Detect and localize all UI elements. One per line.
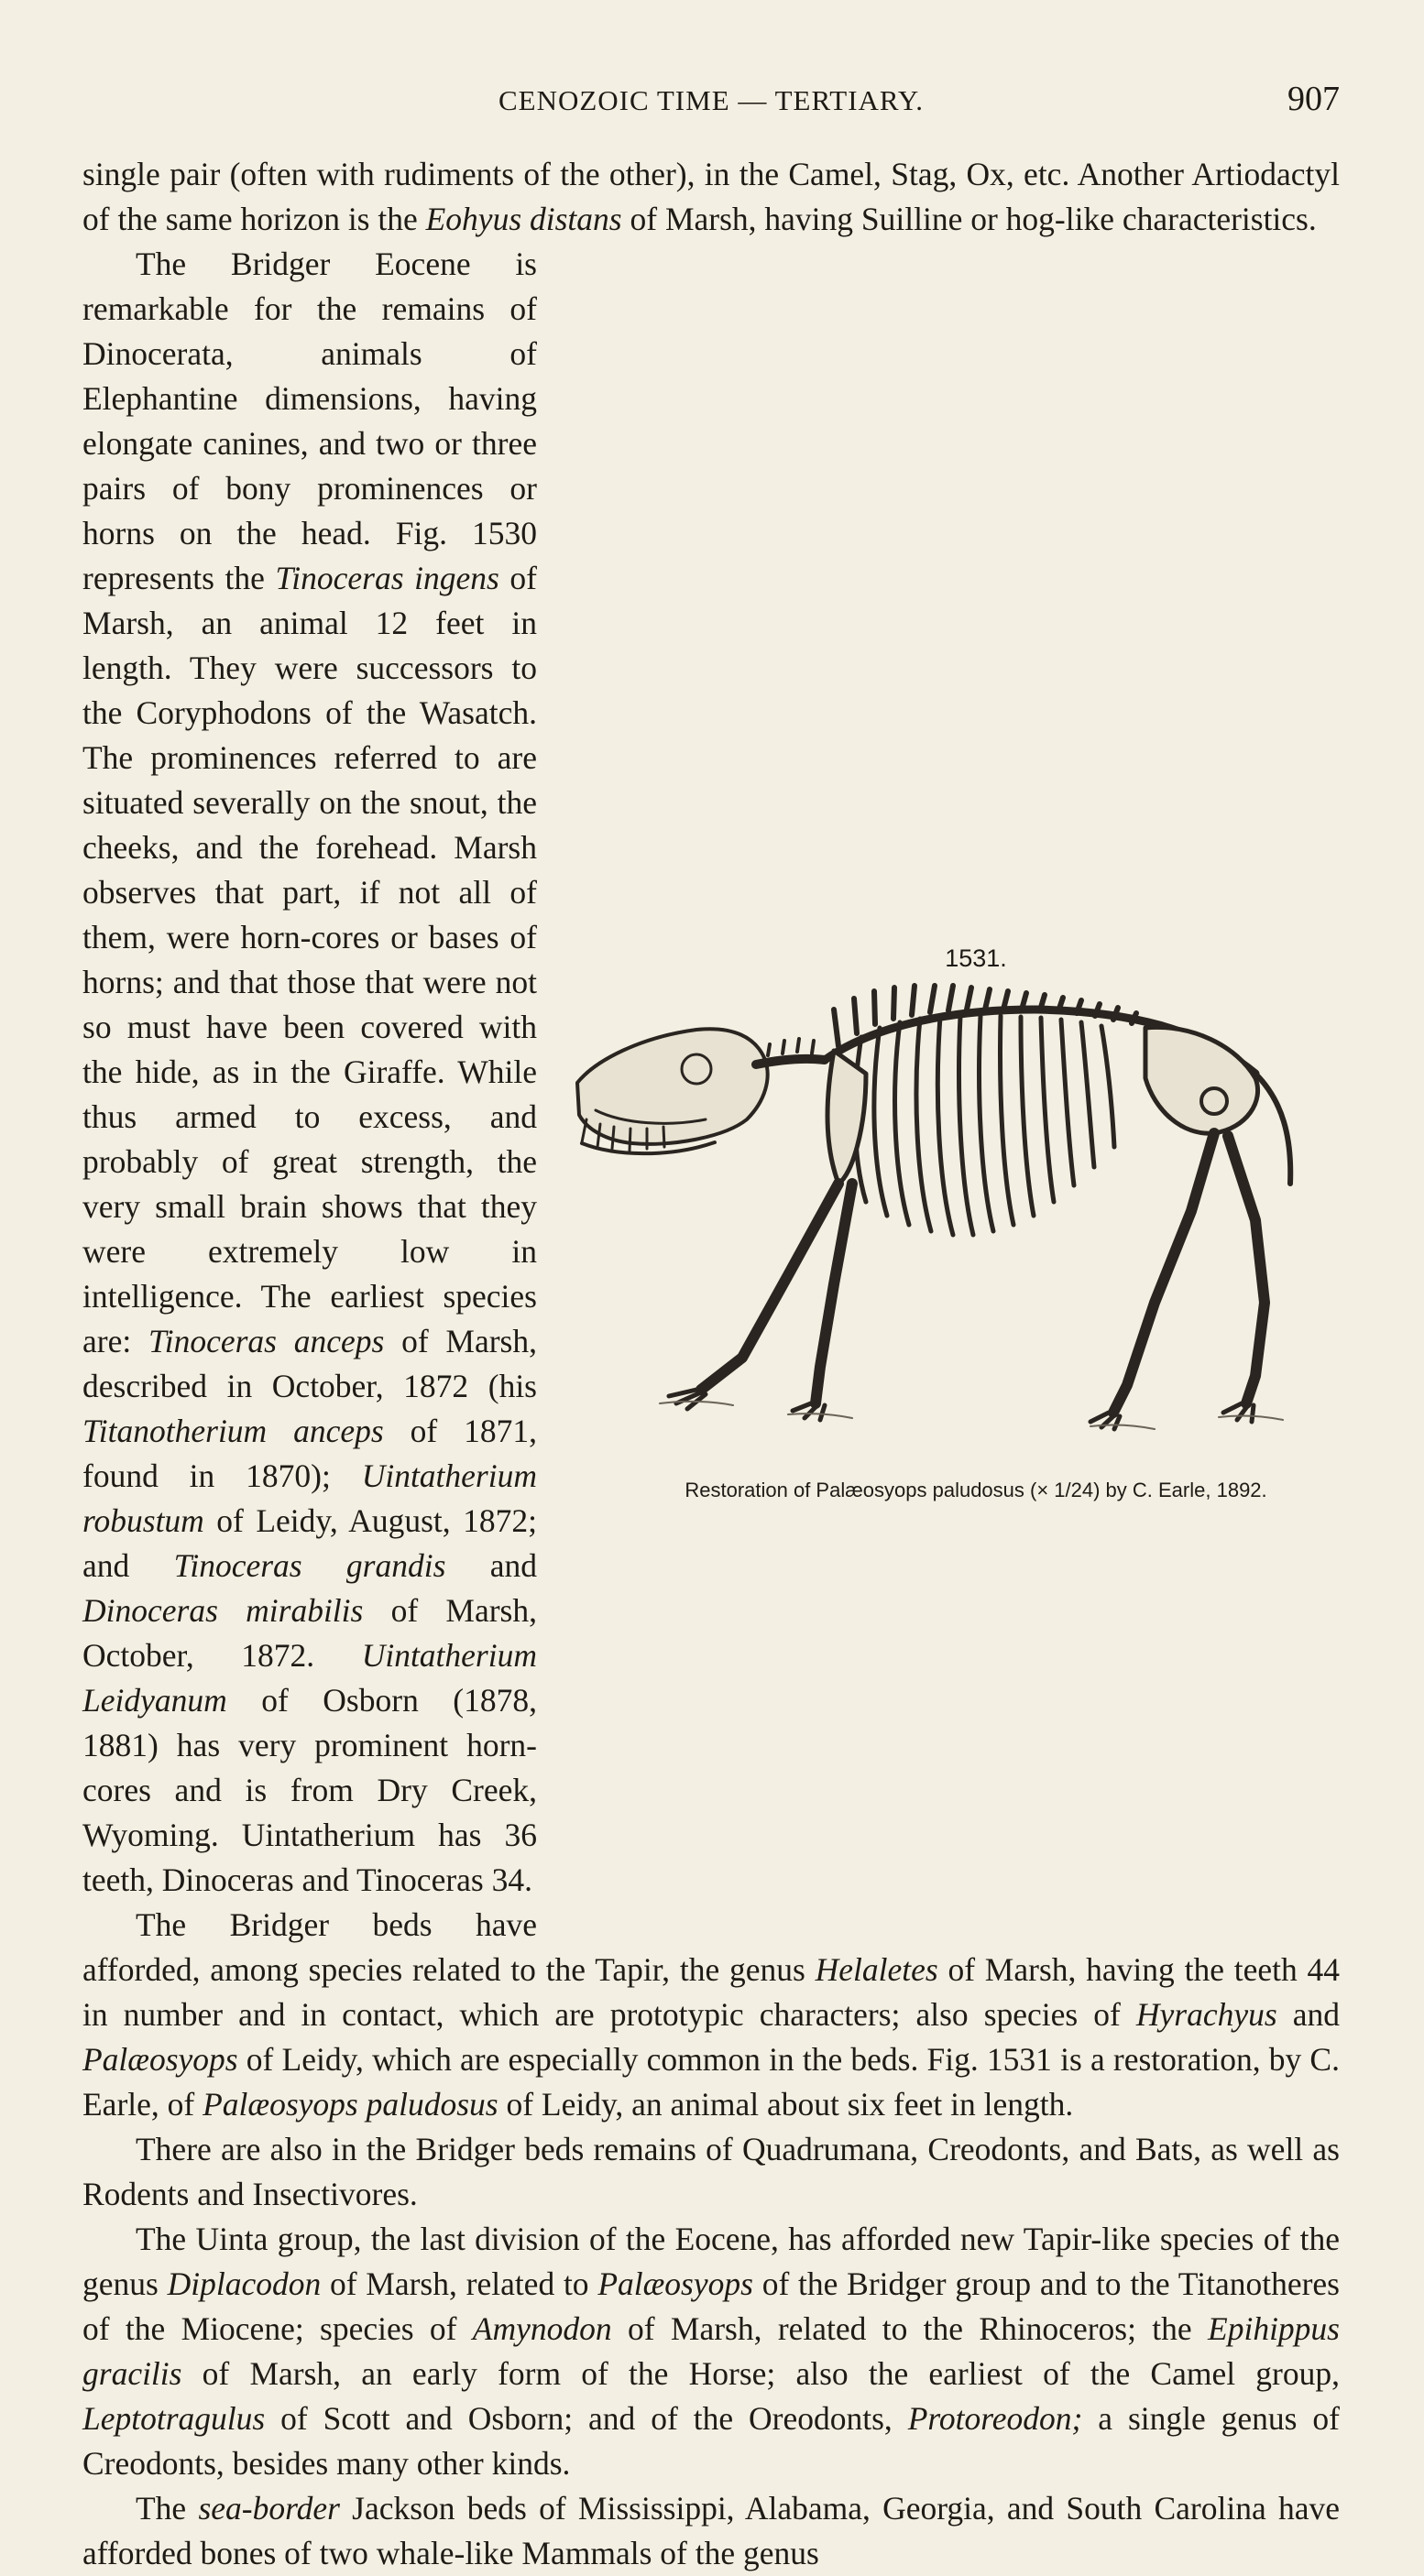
text-run: of Marsh, described in October, 1872 (his (82, 1323, 537, 1404)
italic-term: Titanotherium anceps (82, 1413, 384, 1449)
figure-1531 (559, 901, 1340, 1921)
italic-term: Palæosyops (82, 2041, 238, 2078)
italic-term: Amynodon (472, 2310, 612, 2347)
italic-term: Leptotragulus (82, 2400, 266, 2437)
text-run: The Bridger beds have afforded, among species related to the Tapir, the genus (82, 1906, 816, 1988)
figure-caption: Restoration of Palæosyops paludosus (× 1/24) by C. Earle, 1892. (685, 1479, 1267, 1501)
body-text (82, 152, 1340, 2576)
text-run: of Marsh, an animal 12 feet in length. They were successors to the Coryphodons of the Wasatch. The prominences referred to are situated severally on the snout, the cheeks, and the forehead. Marsh observes that part, if not all of them, were horn-cores or bases of horns; and that those that were not so must have been covered with the hide, as in the Giraffe. While thus armed to excess, and probably of great strength, the very small brain shows that they were extremely low in intelligence. The earliest species are: (82, 560, 537, 1359)
italic-term: Tinoceras anceps (148, 1323, 385, 1359)
text-run: of Marsh, related to the Rhinoceros; the (611, 2310, 1209, 2347)
text-run: single pair (often with rudiments of the other), in the Camel, Stag, Ox, etc. Another Artiodactyl of the same horizon is the (82, 156, 1340, 237)
italic-term: Protoreodon; (907, 2400, 1083, 2437)
italic-term: Uintatherium Leidyanum (82, 1637, 537, 1719)
text-run: and (1276, 1996, 1340, 2033)
skeleton-illustration (559, 973, 1340, 1468)
italic-term: Uintatherium robustum (82, 1457, 537, 1539)
text-run: The Uinta group, the last division of the Eocene, has afforded new Tapir-like species of the genus (82, 2221, 1340, 2302)
text-run: of Marsh, having Suilline or hog-like characteristics. (621, 201, 1317, 237)
text-run: There are also in the Bridger beds remains of Quadrumana, Creodonts, and Bats, as well as Rodents and Insectivores. (82, 2131, 1340, 2212)
text-run: of Scott and Osborn; and of the Oreodonts, (265, 2400, 908, 2437)
italic-term: Hyrachyus (1135, 1996, 1277, 2033)
text-run: of Leidy, an animal about six feet in length. (498, 2086, 1074, 2123)
paragraph (82, 2486, 1340, 2576)
paragraph (82, 1903, 1340, 2127)
text-run: a single genus of Creodonts, besides many other kinds. (82, 2400, 1340, 2482)
text-run: of Osborn (1878, 1881) has very prominent horn-cores and is from Dry Creek, Wyoming. Uintatherium has 36 teeth, Dinoceras and Tinoceras 34. (82, 1682, 537, 1898)
text-run: of Leidy, August, 1872; and (82, 1502, 537, 1584)
text-run: Jackson beds of Mississippi, Alabama, Georgia, and South Carolina have afforded bones of two whale-like Mammals of the genus (82, 2490, 1340, 2571)
page-number: 907 (1287, 80, 1340, 118)
running-head: CENOZOIC TIME — TERTIARY. (498, 84, 925, 116)
italic-term: Helaletes (815, 1951, 938, 1988)
italic-term: Palæosyops (597, 2265, 753, 2302)
italic-term: Palæosyops paludosus (203, 2086, 498, 2123)
italic-term: Tinoceras grandis (173, 1547, 446, 1584)
text-run: of 1871, found in 1870); (82, 1413, 537, 1494)
text-run: of Marsh, an early form of the Horse; also the earliest of the Camel group, (181, 2355, 1340, 2392)
paragraph (82, 2127, 1340, 2217)
italic-term: Tinoceras ingens (275, 560, 499, 596)
page-header (82, 79, 1340, 125)
italic-term: Diplacodon (167, 2265, 322, 2302)
italic-term: Eohyus distans (425, 201, 622, 237)
figure-number: 1531. (945, 944, 1007, 972)
paragraph (82, 242, 1340, 1903)
italic-term: sea-border (198, 2490, 340, 2527)
text-run: of the Bridger group and to the Titanotheres of the Miocene; species of (82, 2265, 1340, 2347)
paragraph (82, 152, 1340, 242)
paragraph (82, 2217, 1340, 2486)
italic-term: Epihippus gracilis (82, 2310, 1340, 2392)
text-run: of Leidy, which are especially common in the beds. Fig. 1531 is a restoration, by C. Earle, of (82, 2041, 1340, 2123)
text-run: The (136, 2490, 199, 2527)
text-run: of Marsh, having the teeth 44 in number and in contact, which are prototypic characters; also species of (82, 1951, 1341, 2033)
text-run: and (445, 1547, 537, 1584)
text-run: of Marsh, October, 1872. (82, 1592, 537, 1674)
text-run: of Marsh, related to (321, 2265, 598, 2302)
text-run: The Bridger Eocene is remarkable for the remains of Dinocerata, animals of Elephantine dimensions, having elongate canines, and two or three pairs of bony prominences or horns on the head. Fig. 1530 represents the (82, 246, 537, 596)
italic-term: Dinoceras mirabilis (82, 1592, 364, 1629)
